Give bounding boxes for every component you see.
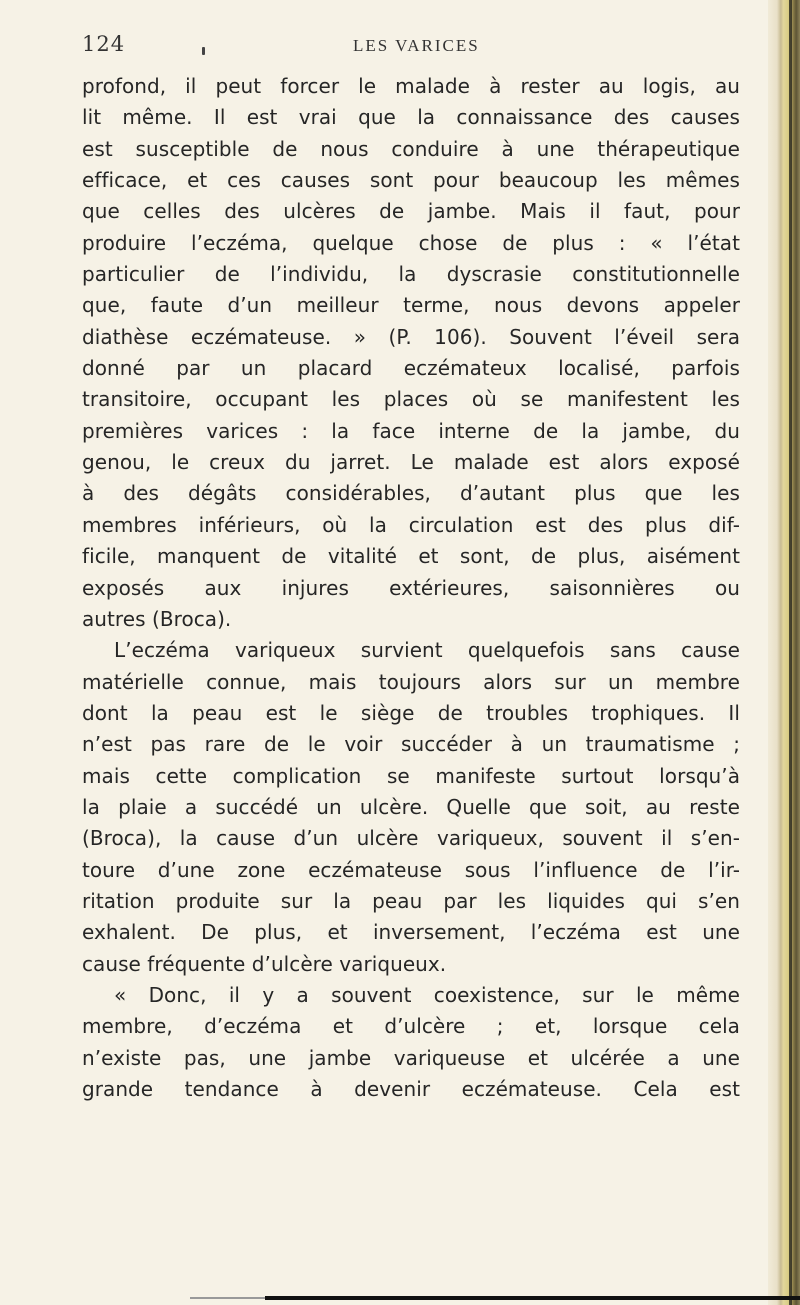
text-line: toure d’une zone eczémateuse sous l’influence de l’ir- (82, 857, 740, 882)
text-line: est susceptible de nous conduire à une thérapeutique (82, 136, 740, 161)
text-line: ritation produite sur la peau par les liquides qui s’en (82, 888, 740, 913)
text-line: membre, d’eczéma et d’ulcère ; et, lorsque cela (82, 1014, 740, 1039)
print-mark (202, 47, 205, 55)
text-line: que celles des ulcères de jambe. Mais il faut, pour (82, 199, 740, 224)
text-line: transitoire, occupant les places où se manifestent les (82, 387, 740, 412)
text-line: diathèse eczémateuse. » (P. 106). Souvent l’éveil sera (82, 324, 740, 349)
text-line: n’est pas rare de le voir succéder à un traumatisme ; (82, 732, 740, 757)
text-line: à des dégâts considérables, d’autant plus que les (82, 481, 740, 506)
scan-bottom-rule (265, 1296, 800, 1300)
text-line: exposés aux injures extérieures, saisonnières ou (82, 575, 740, 600)
text-line: grande tendance à devenir eczémateuse. Cela est (82, 1077, 740, 1101)
text-line: mais cette complication se manifeste surtout lorsqu’à (82, 763, 740, 788)
page-header (82, 32, 742, 60)
text-line: que, faute d’un meilleur terme, nous devons appeler (82, 293, 740, 318)
scanned-page-edge (768, 0, 800, 1305)
paragraph-start-line: L’eczéma variqueux survient quelquefois sans cause (114, 638, 740, 663)
text-line: premières varices : la face interne de la jambe, du (82, 418, 740, 443)
paragraph-end-line: cause fréquente d’ulcère variqueux. (82, 951, 447, 976)
text-line: dont la peau est le siège de troubles trophiques. Il (82, 700, 740, 725)
text-line: n’existe pas, une jambe variqueuse et ulcérée a une (82, 1045, 740, 1070)
paragraph-end-line: autres (Broca). (82, 606, 232, 631)
text-line: matérielle connue, mais toujours alors sur un membre (82, 669, 740, 694)
quotation-start-line: « Donc, il y a souvent coexistence, sur le même (114, 982, 740, 1007)
text-line: la plaie a succédé un ulcère. Quelle que soit, au reste (82, 794, 740, 819)
text-line: (Broca), la cause d’un ulcère variqueux, souvent il s’en- (82, 826, 740, 851)
text-line: profond, il peut forcer le malade à rester au logis, au (82, 74, 740, 98)
text-line: exhalent. De plus, et inversement, l’eczéma est une (82, 920, 740, 945)
text-line: donné par un placard eczémateux localisé, parfois (82, 356, 740, 381)
text-line: membres inférieurs, où la circulation est des plus dif- (82, 512, 740, 537)
text-line: ficile, manquent de vitalité et sont, de plus, aisément (82, 544, 740, 569)
text-line: particulier de l’individu, la dyscrasie constitutionnelle (82, 262, 740, 287)
text-line: efficace, et ces causes sont pour beaucoup les mêmes (82, 168, 740, 193)
text-line: produire l’eczéma, quelque chose de plus : « l’état (82, 230, 740, 255)
running-title: LES VARICES (353, 36, 480, 55)
text-line: genou, le creux du jarret. Le malade est alors exposé (82, 450, 740, 475)
body-text (82, 71, 742, 1105)
page-number: 124 (82, 32, 126, 56)
text-line: lit même. Il est vrai que la connaissance des causes (82, 105, 740, 130)
